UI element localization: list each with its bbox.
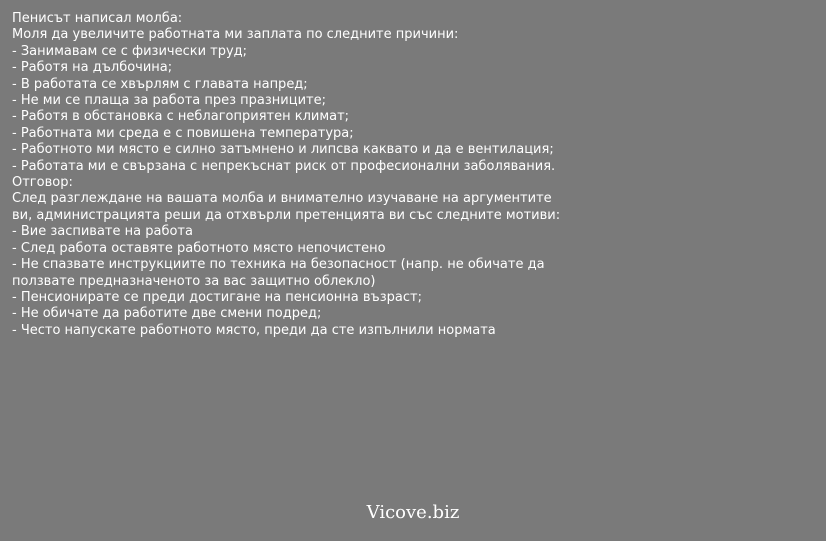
joke-line-motive: - Пенсионирате се преди достигане на пенсионна възраст; bbox=[12, 289, 422, 305]
joke-line-reason: - Работата ми е свързана с непрекъснат риск от професионални заболявания. bbox=[12, 158, 556, 174]
joke-line-motive: - Не спазвате инструкциите по техника на безопасност (напр. не обичате да ползвате предназначеното за вас защитно облекло) bbox=[12, 257, 545, 289]
joke-line-reason: - Работя в обстановка с неблагоприятен климат; bbox=[12, 109, 350, 125]
joke-line-answer-heading: Отговор: bbox=[12, 175, 73, 191]
joke-line-answer-intro: След разглеждане на вашата молба и внимателно изучаване на аргументите ви, администрацията реши да отхвърли претенцията ви със следните мотиви: bbox=[12, 191, 561, 223]
joke-line-motive: - Често напускате работното място, преди да сте изпълнили нормата bbox=[12, 322, 496, 338]
joke-line-reason: - Работя на дълбочина; bbox=[12, 60, 173, 76]
joke-text-block bbox=[12, 11, 572, 339]
joke-line-reason: - Работното ми място е силно затъмнено и липсва каквато и да е вентилация; bbox=[12, 142, 554, 158]
joke-line-motive: - След работа оставяте работното място непочистено bbox=[12, 240, 386, 256]
joke-line-reason: - Занимавам се с физически труд; bbox=[12, 43, 248, 59]
site-watermark: Vicove.biz bbox=[366, 502, 460, 523]
joke-line-heading: Пенисът написал молба: bbox=[12, 11, 183, 26]
joke-line-request: Моля да увеличите работната ми заплата по следните причини: bbox=[12, 27, 459, 43]
joke-line-motive: - Вие заспивате на работа bbox=[12, 224, 193, 240]
joke-line-reason: - Работната ми среда е с повишена температура; bbox=[12, 125, 354, 141]
joke-line-reason: - Не ми се плаща за работа през празниците; bbox=[12, 93, 327, 109]
joke-line-reason: - В работата се хвърлям с главата напред; bbox=[12, 76, 308, 92]
joke-line-motive: - Не обичате да работите две смени подред; bbox=[12, 306, 322, 322]
